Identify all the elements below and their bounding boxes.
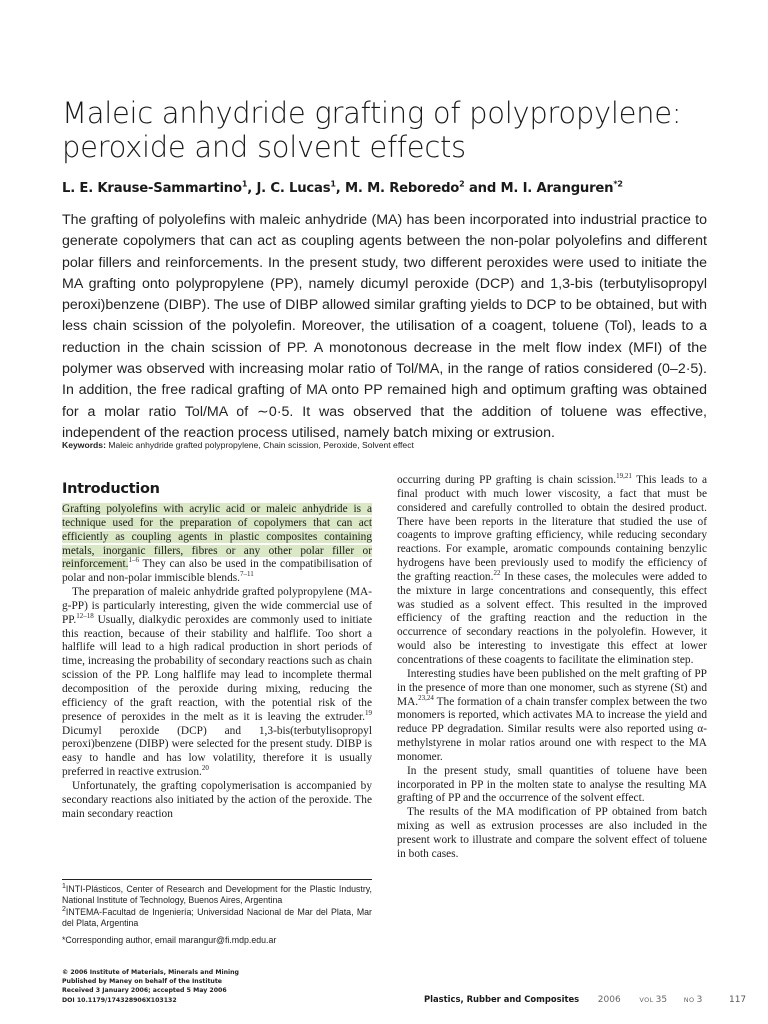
keywords — [62, 440, 707, 450]
paragraph-text: In these cases, the molecules were added to the mixture in large concentrations and consequently, this effect was studied as a solvent effect. This resulted in the improved efficiency of the grafting reaction and the reduction in the occurrence of secondary reactions in the polyolefin. However, it would also be interesting to investigate this effect at lower concentrations of these coagents to facilitate the elimination step. — [397, 570, 708, 666]
citation-ref[interactable]: 7–11 — [240, 570, 254, 579]
paragraph-text: Unfortunately, the grafting copolymerisation is accompanied by secondary reactions also initiated by the action of the peroxide. The main secondary reaction — [62, 779, 372, 820]
intro-paragraph-1 — [62, 503, 372, 586]
journal-name: Plastics, Rubber and Composites — [424, 994, 580, 1004]
title-line-2: peroxide and solvent effects — [62, 130, 466, 164]
volume-label: VOL — [639, 996, 654, 1004]
paragraph-text: occurring during PP grafting is chain scission. — [397, 474, 617, 486]
publication-info — [62, 968, 382, 1005]
copyright: © 2006 Institute of Materials, Minerals and Mining — [62, 969, 239, 976]
paragraph-text: The formation of a chain transfer complex between the two monomers is reported, which activates MA to increase the yield and reduce PP degradation. Similar results were also reported using α-methylstyrene in molar ratios around one with respect to the MA monomer. — [397, 695, 707, 763]
abstract: The grafting of polyolefins with maleic anhydride (MA) has been incorporated into industrial practice to generate copolymers that can act as coupling agents between the non-polar polyolefins and different polar fillers and reinforcements. In the present study, two different peroxides were used to initiate the MA grafting onto polypropylene (PP), namely dicumyl peroxide (DCP) and 1,3-bis (terbutylisopropyl peroxi)benzene (DIBP). The use of DIBP allowed similar grafting yields to DCP to be obtained, but with less chain scission of the polyolefin. Moreover, the utilisation of a coagent, toluene (Tol), leads to a reduction in the chain scission of PP. A monotonous decrease in the melt flow index (MFI) of the polymer was observed with increasing molar ratio of Tol/MA, in the range of ratios considered (0–2·5). In addition, the free radical grafting of MA onto PP remained high and optimum grafting was obtained for a molar ratio Tol/MA of ∼0·5. It was observed that the addition of toluene was effective, independent of the reaction process utilised, namely batch mixing or extrusion. — [62, 212, 707, 441]
intro-paragraph-3-cont — [397, 474, 707, 668]
keywords-list: Maleic anhydride grafted polypropylene, Chain scission, Peroxide, Solvent effect — [108, 440, 414, 450]
paragraph-text: This leads to a final product with much lower viscosity, a fact that must be considered and carefully controlled to obtain the desired product. There have been reports in the literature that studied the use of coagents to improve grafting efficiency, while reducing secondary reactions. For example, aromatic compounds containing benzylic hydrogens have been previously used to modify the efficiency of the grafting reaction. — [397, 474, 707, 583]
right-column-body — [397, 474, 707, 862]
journal-year: 2006 — [597, 995, 621, 1005]
author-list — [62, 180, 752, 198]
intro-paragraph-6: The results of the MA modification of PP obtained from batch mixing as well as extrusion processes are also included in the present work to illustrate and compare the solvent effect of toluene in both cases. — [397, 806, 707, 860]
affiliation-mark: 2 — [62, 905, 66, 913]
intro-paragraph-5: In the present study, small quantities of toluene have been incorporated in PP in the molten state to analyse the resulting MA grafting of PP and the occurrence of the solvent effect. — [397, 764, 707, 805]
citation-ref[interactable]: 12–18 — [76, 611, 94, 620]
author-name: M. I. Aranguren — [500, 181, 614, 196]
citation-ref[interactable]: 23,24 — [418, 693, 434, 702]
affiliation-text: INTI-Plásticos, Center of Research and Development for the Plastic Industry, National Institute of Technology, Buenos Aires, Argentina — [62, 884, 372, 906]
affiliation-text: INTEMA-Facultad de Ingeniería; Universidad Nacional de Mar del Plata, Mar del Plata, Argentina — [62, 906, 372, 929]
citation-ref[interactable]: 20 — [201, 764, 209, 773]
affiliation-2 — [62, 907, 372, 930]
author-name: J. C. Lucas — [256, 181, 331, 196]
section-heading-introduction: Introduction — [62, 481, 160, 497]
author-name: M. M. Reboredo — [344, 181, 460, 196]
affiliation-1 — [62, 884, 372, 907]
page-number: 117 — [728, 995, 747, 1005]
title-line-1: Maleic anhydride grafting of polypropylene: — [62, 96, 682, 130]
citation-ref[interactable]: 22 — [493, 569, 501, 578]
highlighted-text[interactable]: Grafting polyolefins with acrylic acid or maleic anhydride is a technique used for the preparation of copolymers that can act efficiently as coupling agents in plastic composites containing metals, inorganic fillers, fibres or any other polar filler or reinforcement. — [62, 503, 372, 571]
corresponding-author: *Corresponding author, email marangur@fi.mdp.edu.ar — [62, 934, 277, 945]
issue-label: NO — [683, 996, 695, 1004]
author-separator: and — [464, 181, 501, 196]
footnote-divider — [62, 879, 372, 880]
paragraph-text: Dicumyl peroxide (DCP) and 1,3-bis(terbutylisopropyl peroxi)benzene (DIBP) were selected for the present study. DIBP is easy to handle and has low volatility, therefore it is usually preferred in reactive extrusion. — [62, 724, 372, 779]
intro-paragraph-4 — [397, 668, 707, 765]
issue-number: 3 — [696, 995, 703, 1005]
author-affiliation-mark: 2 — [459, 179, 465, 189]
author-affiliation-mark: 1 — [241, 179, 248, 189]
volume-number: 35 — [655, 995, 668, 1005]
intro-paragraph-3 — [62, 780, 372, 822]
citation-ref[interactable]: 19 — [365, 708, 372, 717]
author-affiliation-mark: 1 — [330, 179, 336, 189]
paragraph-text: The preparation of maleic anhydride grafted polypropylene (MA-g-PP) is particularly interesting, given the wide commercial use of PP. — [62, 586, 372, 626]
paragraph-text: Usually, dialkydic peroxides are commonly used to initiate this reaction, because of their stability and halflife. Too short a halflife will lead to a high radical production in short periods of time, increasing the probability of secondary reactions such as chain scission of the PP. Long halflife may lead to incomplete thermal decomposition of the peroxide during mixing, reducing the efficiency of the graft reaction, with the potential risk of the presence of peroxides in the melt as it is leaving the extruder. — [62, 613, 372, 723]
author-separator: , — [247, 181, 257, 196]
citation-ref[interactable]: 1–6 — [128, 556, 139, 565]
article-title — [62, 96, 742, 164]
author-separator: , — [335, 181, 345, 196]
author-name: L. E. Krause-Sammartino — [62, 181, 242, 196]
affiliation-mark: 1 — [62, 883, 66, 891]
received-dates: Received 3 January 2006; accepted 5 May 2006 — [62, 987, 227, 995]
keywords-label: Keywords: — [62, 440, 106, 450]
author-affiliation-mark: *2 — [613, 179, 623, 189]
citation-ref[interactable]: 19,21 — [616, 472, 632, 481]
journal-footer — [424, 994, 754, 1005]
footnotes — [62, 884, 372, 946]
paragraph-text: They can also be used in the compatibilisation of polar and non-polar immiscible blends. — [62, 558, 372, 585]
publisher: Published by Maney on behalf of the Institute — [62, 978, 222, 986]
paragraph-text: Interesting studies have been published on the melt grafting of PP in the presence of more than one monomer, such as styrene (St) and MA. — [397, 667, 707, 708]
left-column-body — [62, 503, 372, 821]
intro-paragraph-2 — [62, 586, 372, 780]
doi[interactable]: DOI 10.1179/174328906X103132 — [62, 996, 177, 1004]
